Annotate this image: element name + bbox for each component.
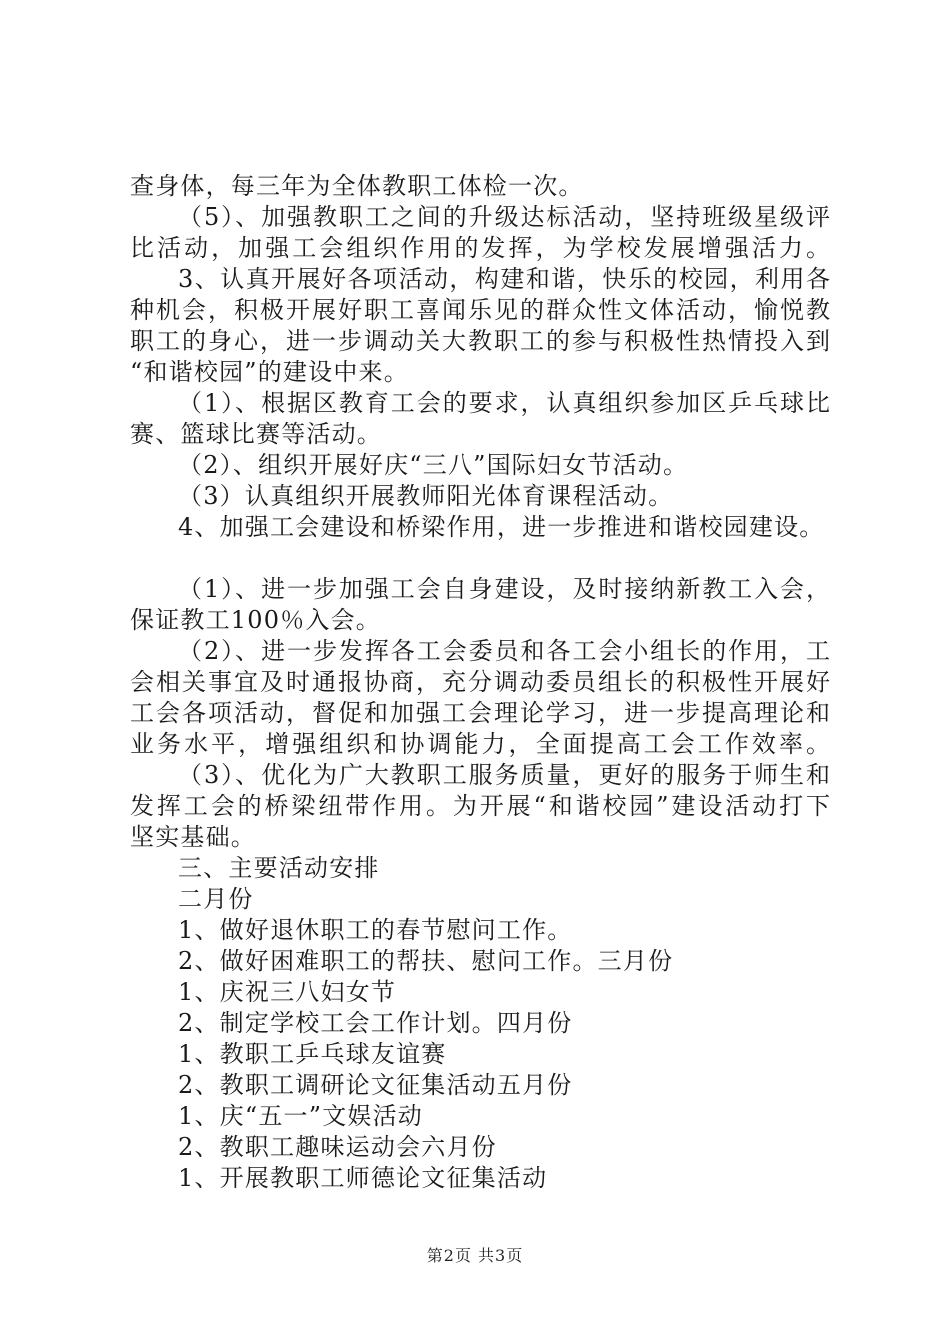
text-line: 比活动，加强工会组织作用的发挥，为学校发展增强活力。 bbox=[130, 234, 830, 262]
text-line: 种机会，积极开展好职工喜闻乐见的群众性文体活动，愉悦教 bbox=[130, 296, 830, 324]
page-number-footer: 第2页 共3页 bbox=[426, 1246, 524, 1265]
text-line: 工会各项活动，督促和加强工会理论学习，进一步提高理论和 bbox=[130, 699, 830, 727]
text-line: 会相关事宜及时通报协商，充分调动委员组长的积极性开展好 bbox=[130, 668, 830, 696]
text-line: 2、制定学校工会工作计划。四月份 bbox=[178, 1009, 573, 1037]
text-line: 赛、篮球比赛等活动。 bbox=[130, 420, 382, 448]
text-line: “和谐校园”的建设中来。 bbox=[130, 358, 409, 386]
text-line: （3）、优化为广大教职工服务质量，更好的服务于师生和 bbox=[178, 761, 830, 789]
text-line: 2、做好困难职工的帮扶、慰问工作。三月份 bbox=[178, 947, 674, 975]
text-line: 1、教职工乒乓球友谊赛 bbox=[178, 1040, 447, 1068]
text-line: 二月份 bbox=[178, 885, 254, 913]
text-line: 业务水平，增强组织和协调能力，全面提高工会工作效率。 bbox=[130, 730, 830, 758]
text-line: 查身体，每三年为全体教职工体检一次。 bbox=[130, 172, 584, 200]
blank-line bbox=[130, 543, 830, 574]
text-line: （1）、根据区教育工会的要求，认真组织参加区乒乓球比 bbox=[178, 389, 830, 417]
text-line: 2、教职工趣味运动会六月份 bbox=[178, 1133, 497, 1161]
text-line: 发挥工会的桥梁纽带作用。为开展“和谐校园”建设活动打下 bbox=[130, 792, 830, 820]
text-line: （5）、加强教职工之间的升级达标活动，坚持班级星级评 bbox=[178, 203, 830, 231]
text-line: （1）、进一步加强工会自身建设，及时接纳新教工入会， bbox=[178, 575, 830, 603]
text-line: （3）认真组织开展教师阳光体育课程活动。 bbox=[178, 482, 674, 510]
document-body bbox=[130, 171, 830, 1194]
text-line: 保证教工100％入会。 bbox=[130, 606, 382, 634]
text-line: （2）、进一步发挥各工会委员和各工会小组长的作用，工 bbox=[178, 637, 830, 665]
text-line: 2、教职工调研论文征集活动五月份 bbox=[178, 1071, 573, 1099]
text-line: 1、庆祝三八妇女节 bbox=[178, 978, 397, 1006]
text-line: 1、开展教职工师德论文征集活动 bbox=[178, 1164, 548, 1192]
text-line: 1、做好退休职工的春节慰问工作。 bbox=[178, 916, 573, 944]
text-line: 3、认真开展好各项活动，构建和谐，快乐的校园，利用各 bbox=[178, 265, 830, 293]
text-line: 4、加强工会建设和桥梁作用，进一步推进和谐校园建设。 bbox=[178, 513, 825, 541]
text-line: 1、庆“五一”文娱活动 bbox=[178, 1102, 424, 1130]
text-line: 三、主要活动安排 bbox=[178, 854, 380, 882]
text-line: 坚实基础。 bbox=[130, 823, 256, 851]
text-line: （2）、组织开展好庆“三八”国际妇女节活动。 bbox=[178, 451, 689, 479]
text-line: 职工的身心，进一步调动关大教职工的参与积极性热情投入到 bbox=[130, 327, 830, 355]
